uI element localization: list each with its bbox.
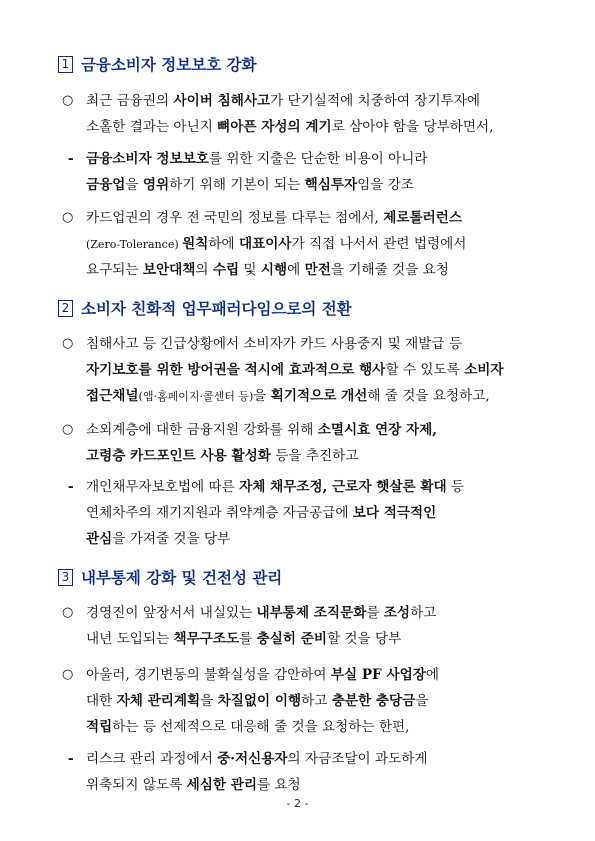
bullet-marker: ○ (62, 336, 74, 351)
paragraph-line: 경영진이 앞장서서 내실있는 내부통제 조직문화를 조성하고 (86, 605, 437, 621)
section-title: 내부통제 강화 및 건전성 관리 (81, 569, 283, 587)
bullet-marker: ○ (62, 422, 74, 437)
paragraph-line: 적립하는 등 선제적으로 대응해 줄 것을 요청하는 한편, (86, 719, 410, 735)
paragraph-line: 최근 금융권의 사이버 침해사고가 단기실적에 치중하여 장기투자에 (86, 93, 481, 109)
paragraph-line: 내년 도입되는 책무구조도를 충실히 준비할 것을 당부 (86, 631, 402, 647)
paragraph-line: 소홀한 결과는 아닌지 뼈아픈 자성의 계기로 삼아야 함을 당부하면서, (86, 119, 494, 135)
paragraph-line: 금융업을 영위하기 위해 기본이 되는 핵심투자임을 강조 (86, 177, 414, 193)
section-title: 소비자 친화적 업무패러다임으로의 전환 (81, 300, 352, 318)
section-title: 금융소비자 정보보호 강화 (81, 56, 257, 74)
paragraph-line: 위축되지 않도록 세심한 관리를 요청 (86, 777, 301, 793)
paragraph-line: 소외계층에 대한 금융지원 강화를 위해 소멸시효 연장 자제, (86, 422, 437, 438)
dash-marker: - (68, 151, 74, 167)
bullet-marker: ○ (62, 93, 74, 108)
paragraph-line: 금융소비자 정보보호를 위한 지출은 단순한 비용이 아니라 (86, 151, 428, 167)
paragraph-line: 리스크 관리 과정에서 중·저신용자의 자금조달이 과도하게 (86, 751, 428, 767)
section-heading-1 (58, 53, 257, 75)
dash-marker: - (68, 751, 74, 767)
section-number-box: 1 (58, 56, 73, 73)
paragraph-line: (Zero-Tolerance) 원칙하에 대표이사가 직접 나서서 관련 법령에서 (86, 236, 467, 252)
section-number-box: 2 (58, 300, 73, 317)
paragraph-line: 아울러, 경기변동의 불확실성을 감안하여 부실 PF 사업장에 (86, 667, 439, 683)
paragraph-line: 개인채무자보호법에 따른 자체 채무조정, 근로자 햇살론 확대 등 (86, 479, 465, 495)
bullet-marker: ○ (62, 667, 74, 682)
paragraph-line: 관심을 가져줄 것을 당부 (86, 531, 231, 547)
section-heading-2 (58, 297, 352, 319)
paragraph-line: 침해사고 등 긴급상황에서 소비자가 카드 사용중지 및 재발급 등 (86, 336, 462, 352)
bullet-marker: ○ (62, 605, 74, 620)
bullet-marker: ○ (62, 210, 74, 225)
paragraph-line: 카드업권의 경우 전 국민의 정보를 다루는 점에서, 제로톨러런스 (86, 210, 462, 226)
section-heading-3 (58, 566, 282, 588)
paragraph-line: 요구되는 보안대책의 수립 및 시행에 만전을 기해줄 것을 요청 (86, 262, 449, 278)
section-number-box: 3 (58, 569, 73, 586)
paragraph-line: 대한 자체 관리계획을 차질없이 이행하고 충분한 충당금을 (86, 693, 429, 709)
paragraph-line: 접근채널(앱·홈페이지·콜센터 등)을 획기적으로 개선해 줄 것을 요청하고, (86, 388, 490, 404)
page-number: - 2 - (286, 797, 309, 810)
paragraph-line: 자기보호를 위한 방어권을 적시에 효과적으로 행사할 수 있도록 소비자 (86, 362, 504, 378)
dash-marker: - (68, 479, 74, 495)
paragraph-line: 고령층 카드포인트 사용 활성화 등을 추진하고 (86, 448, 359, 464)
paragraph-line: 연체차주의 재기지원과 취약계층 자금공급에 보다 적극적인 (86, 505, 437, 521)
